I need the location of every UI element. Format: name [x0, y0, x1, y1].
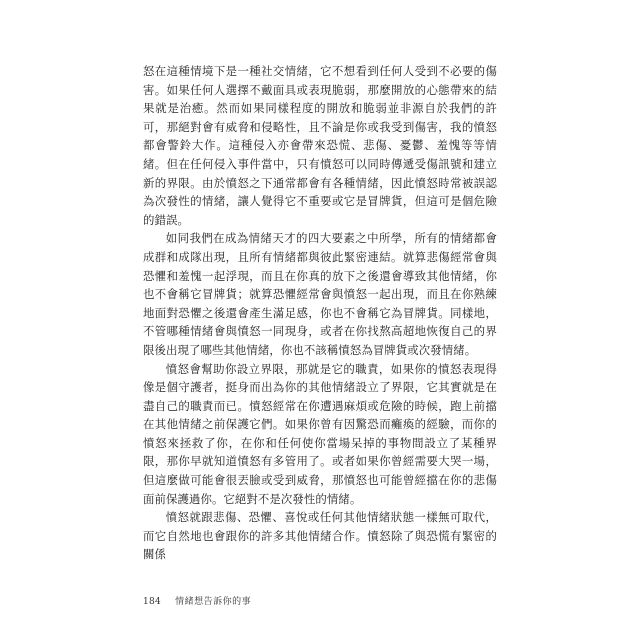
paragraph-3: 憤怒會幫助你設立界限，那就是它的職責，如果你的憤怒表現得像是個守護者，挺身而出為你的其他情緒設立了界限，它其實就是在盡自己的職責而已。憤怒經常在你遭遇麻煩或危險的時候，跑上前擋在其他情緒之前保護它們。如果你曾有因驚恐而癱瘓的經驗，而你的憤怒來拯救了你，在你和任何使你當場呆掉的事物間設立了某種界限，那你早就知道憤怒有多管用了。或者如果你曾經需要大哭一場，但這麼做可能會很丟臉或受到威脅，那憤怒也可能曾經擋在你的悲傷面前保護過你。它絕對不是次發性的情緒。	[143, 361, 497, 506]
page-footer	[143, 594, 251, 607]
body-text	[143, 62, 497, 564]
page-number: 184	[143, 597, 162, 607]
running-title: 情緒想告訴你的事	[175, 597, 252, 607]
paragraph-2: 如同我們在成為情緒天才的四大要素之中所學，所有的情緒都會成群和成隊出現，且所有情緒都與彼此緊密連結。就算悲傷經常會與恐懼和羞愧一起浮現，而且在你真的放下之後還會導致其他情緒，你也不會稱它冒牌貨；就算恐懼經常會與憤怒一起出現，而且在你熟練地面對恐懼之後還會產生滿足感，你也不會稱它為冒牌貨。同樣地，不管哪種情緒會與憤怒一同現身，或者在你找熬高超地恢復自己的界限後出現了哪些其他情緒，你也不該稱憤怒為冒牌貨或次發情緒。	[143, 231, 497, 357]
paragraph-4: 憤怒就跟悲傷、恐懼、喜悅或任何其他情緒狀態一樣無可取代，而它自然地也會跟你的許多其他情緒合作。憤怒除了與恐慌有緊密的關係	[143, 510, 497, 562]
paragraph-1: 怒在這種情境下是一種社交情緒，它不想看到任何人受到不必要的傷害。如果任何人選擇不戴面具或表現脆弱，那麼開放的心態帶來的結果就是治癒。然而如果同樣程度的開放和脆弱並非源自於我們的許可，那絕對會有威脅和侵略性，且不論是你或我受到傷害，我的憤怒都會警鈴大作。這種侵入亦會帶來恐慌、悲傷、憂鬱、羞愧等等情緒。但在任何侵入事件當中，只有憤怒可以同時傳遞受傷訊號和建立新的界限。由於憤怒之下通常都會有各種情緒，因此憤怒時常被誤認為次發性的情緒，讓人覺得它不重要或它是冒牌貨，但這可是個危險的錯誤。	[143, 64, 497, 227]
